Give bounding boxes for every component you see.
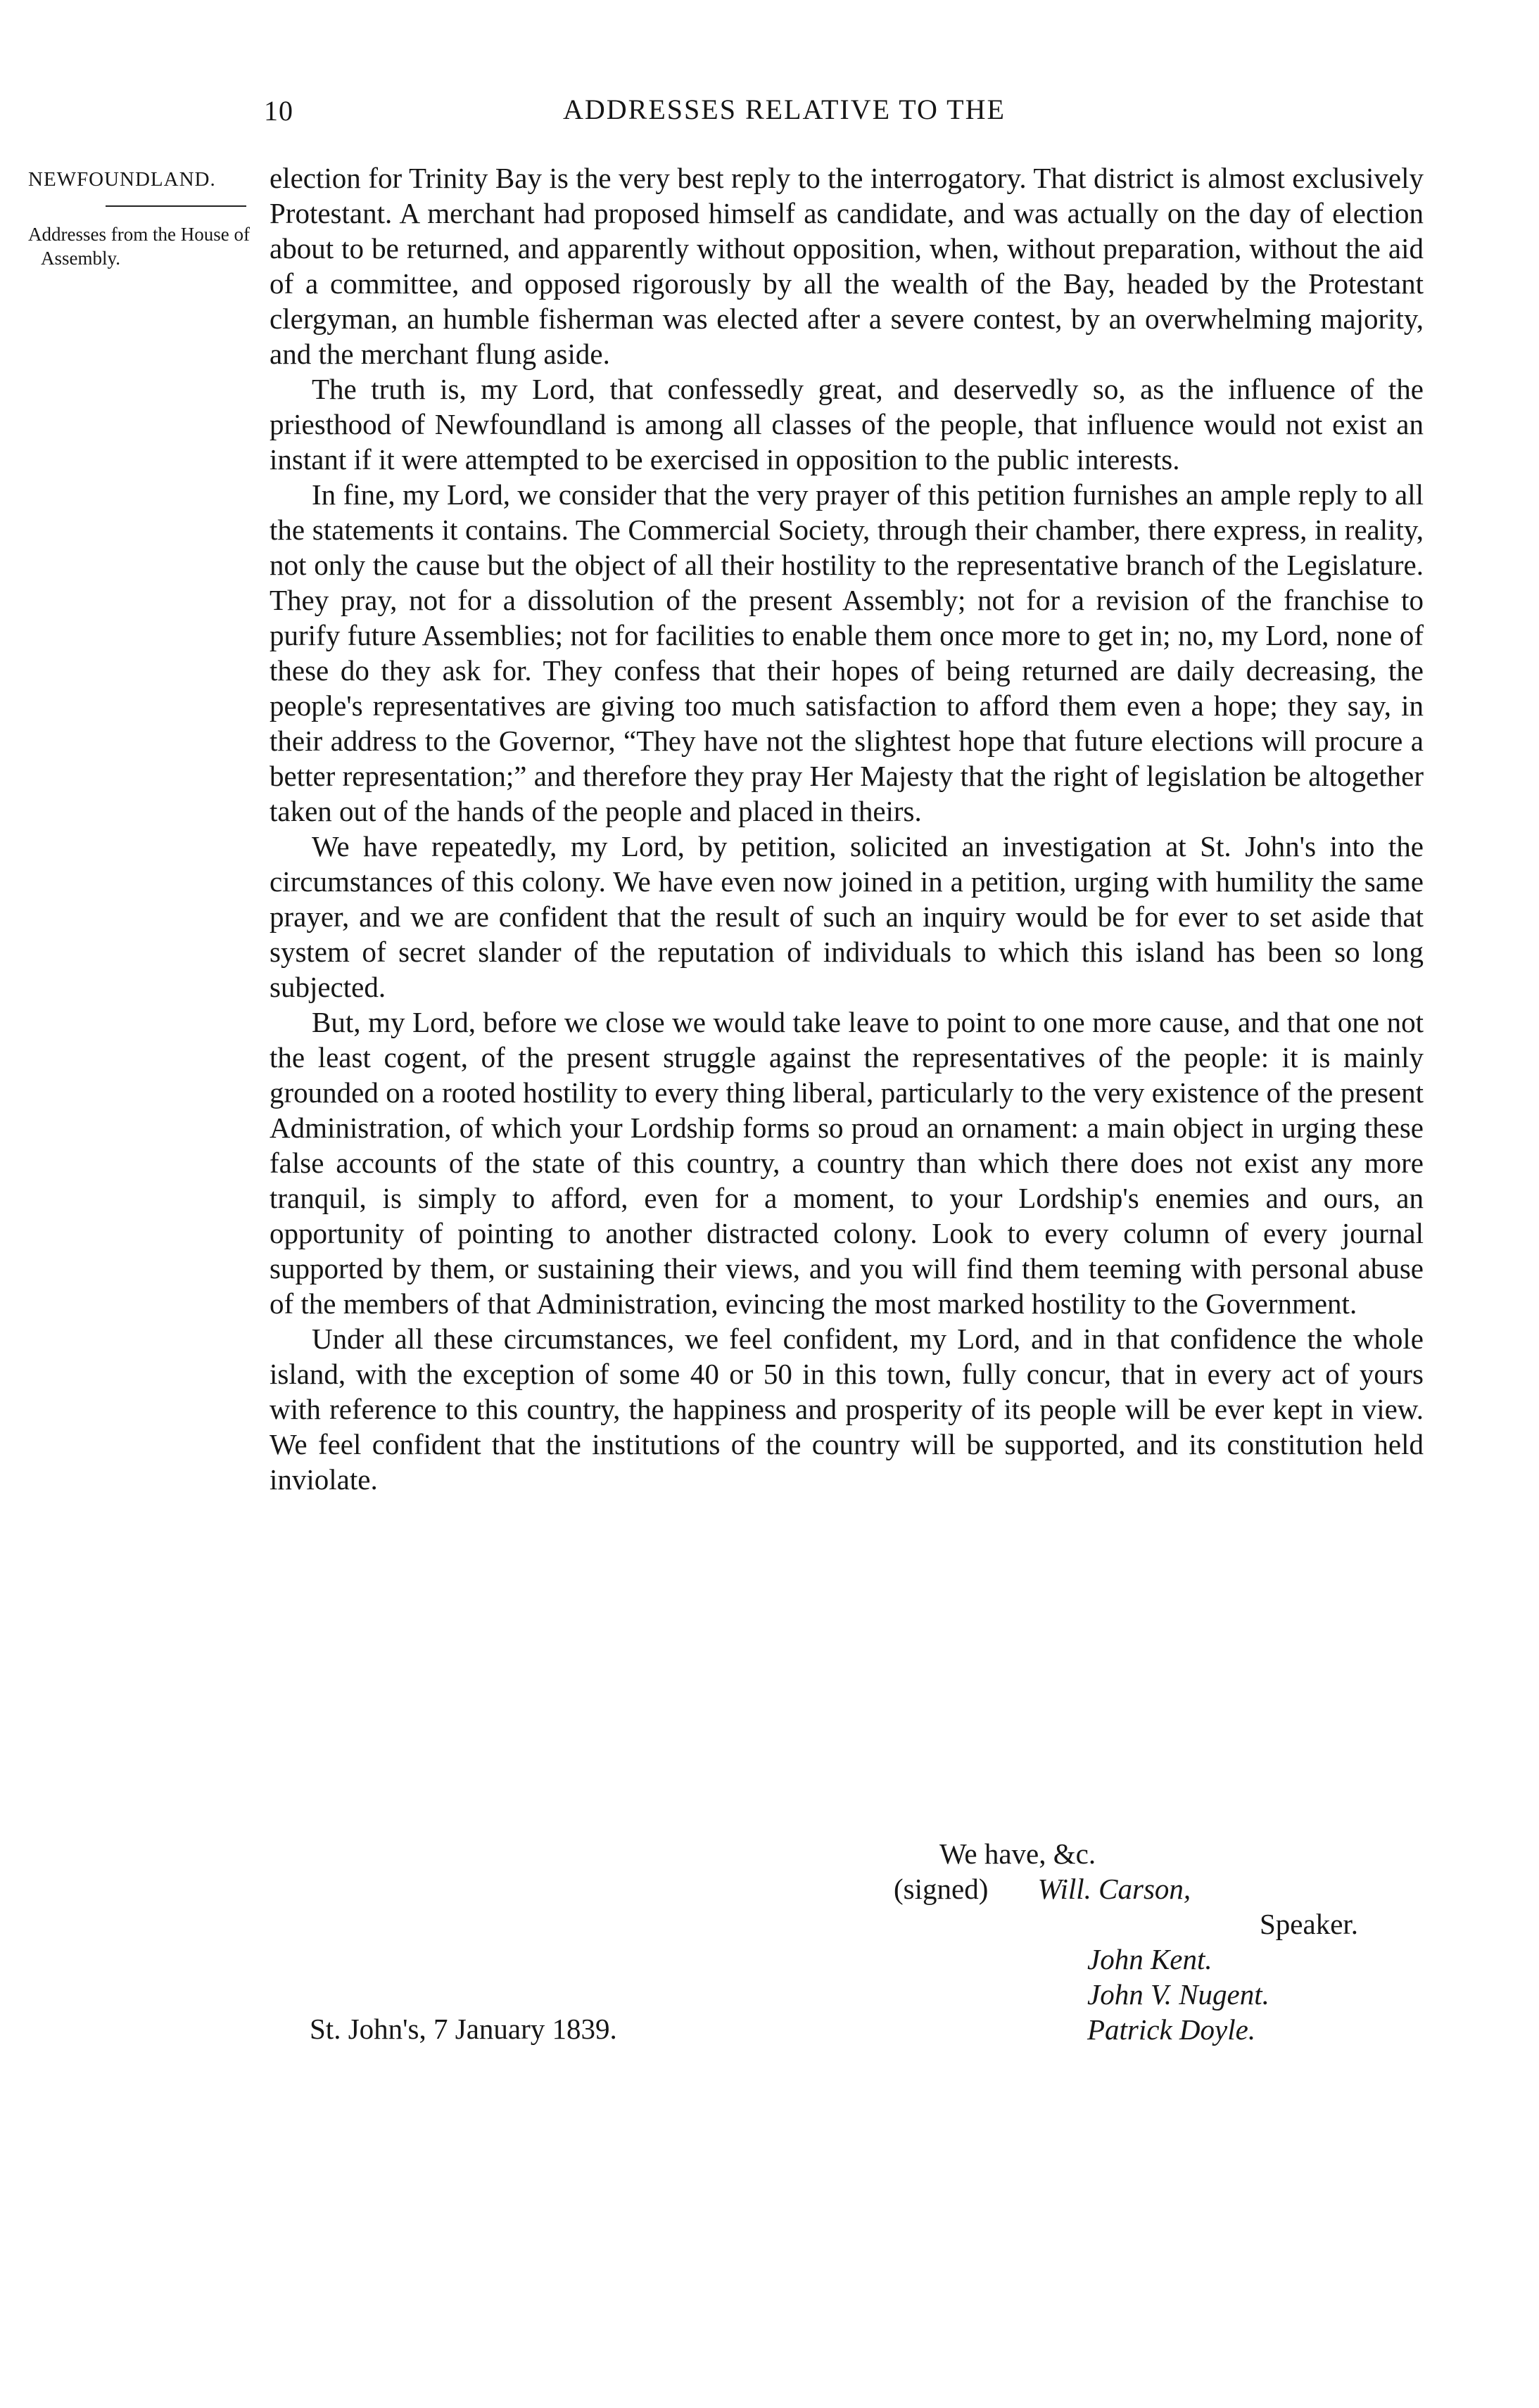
signatory-name: John V. Nugent. xyxy=(1087,1978,1269,2011)
signatory-list xyxy=(1087,1942,1269,2047)
margin-divider xyxy=(106,205,246,207)
signatory-title: Speaker. xyxy=(1260,1908,1359,1940)
paragraph: Under all these circumstances, we feel confident, my Lord, and in that confidence the whole island, with the exception of some 40 or 50 in this town, fully concur, that in every act of yours with reference to this country, the happiness and prosperity of its people will be ever kept in view. We feel confident that the institutions of the country will be supported, and its constitution held inviolate. xyxy=(270,1323,1424,1496)
signatory-name: John Kent. xyxy=(1087,1943,1212,1975)
margin-sidenote: Addresses from the House of Assembly. xyxy=(28,224,250,269)
paragraph: The truth is, my Lord, that confessedly great, and deservedly so, as the influence of the priesthood of Newfoundland is among all classes of the people, that influence would not exist an instant if it were attempted to be exercised in opposition to the public interests. xyxy=(270,373,1424,476)
paragraph: In fine, my Lord, we consider that the very prayer of this petition furnishes an ample reply to all the statements it contains. The Commercial Society, through their chamber, there express, in reality, not only the cause but the object of all their hostility to the representative branch of the Legislature. They pray, not for a dissolution of the present Assembly; not for a revision of the franchise to purify future Assemblies; not for facilities to enable them once more to get in; no, my Lord, none of these do they ask for. They confess that their hopes of being returned are daily decreasing, the people's representatives are giving too much satisfaction to afford them even a hope; they say, in their address to the Governor, “They have not the slightest hope that future elections will procure a better representation;” and therefore they pray Her Majesty that the right of legislation be altogether taken out of the hands of the people and placed in theirs. xyxy=(270,478,1424,827)
signatory-name: Patrick Doyle. xyxy=(1087,2013,1256,2046)
closing-line: We have, &c. xyxy=(939,1837,1096,1870)
signed-line xyxy=(894,1872,1191,1906)
paragraph: election for Trinity Bay is the very best reply to the interrogatory. That district is almost exclusively Protestant. A merchant had proposed himself as candidate, and was actually on the day of election about to be returned, and apparently without opposition, when, without preparation, without the aid of a committee, and opposed rigorously by all the wealth of the Bay, headed by the Protestant clergyman, an humble fisherman was elected after a severe contest, by an overwhelming majority, and the merchant flung aside. xyxy=(270,162,1424,370)
place-date: St. John's, 7 January 1839. xyxy=(310,2013,617,2045)
margin-section-title: NEWFOUNDLAND. xyxy=(28,168,216,191)
signed-label: (signed) xyxy=(894,1873,989,1905)
margin-note xyxy=(28,167,253,270)
page-number: 10 xyxy=(264,95,293,127)
running-head: ADDRESSES RELATIVE TO THE xyxy=(563,94,1006,125)
body-text xyxy=(270,160,1424,1497)
paragraph: But, my Lord, before we close we would take leave to point to one more cause, and that one not the least cogent, of the present struggle against the representatives of the people: it is mainly grounded on a rooted hostility to every thing liberal, particularly to the very existence of the present Administration, of which your Lordship forms so proud an ornament: a main object in urging these false accounts of the state of this country, a country than which there does not exist any more tranquil, is simply to afford, even for a moment, to your Lordship's enemies and ours, an opportunity of pointing to another distracted colony. Look to every column of every journal supported by them, or sustaining their views, and you will find them teeming with personal abuse of the members of that Administration, evincing the most marked hostility to the Government. xyxy=(270,1006,1424,1320)
paragraph: We have repeatedly, my Lord, by petition, solicited an investigation at St. John's into the circumstances of this colony. We have even now joined in a petition, urging with humility the same prayer, and we are confident that the result of such an inquiry would be for ever to set aside that system of secret slander of the reputation of individuals to which this island has been so long subjected. xyxy=(270,830,1424,1003)
signatory-name: Will. Carson, xyxy=(1037,1873,1191,1905)
